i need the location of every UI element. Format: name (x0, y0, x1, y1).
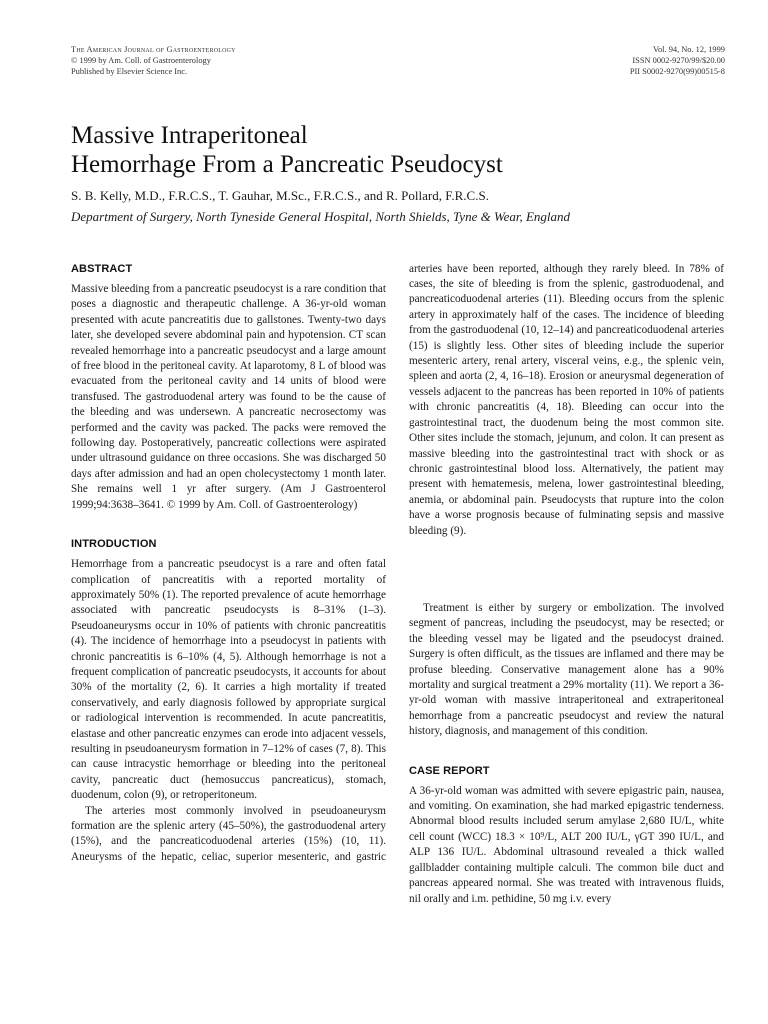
volume-line: Vol. 94, No. 12, 1999 (653, 45, 725, 54)
case-report-heading: CASE REPORT (409, 764, 490, 777)
publisher-line: Published by Elsevier Science Inc. (71, 67, 188, 76)
introduction-paragraph-1: Hemorrhage from a pancreatic pseudocyst is a rare and often fatal complication of pancreatitis with a reported mortality of approximately 50% (1). The reported prevalence of acute hemorrhage associated with pancreatic pseudocysts is 8–31% (1–3). Pseudoaneurysms occur in 10% of patients with chronic pancreatitis (4). The incidence of hemorrhage into a pseudocyst in patients with chronic pancreatitis is 6–10% (4, 5). Although hemorrhage is not a frequent complication of pancreatic pseudocysts, it accounts for about 30% of the mortality (2, 6). It carries a high mortality if treated conservatively, and early diagnosis followed by appropriate surgical or radiological intervention is recommended. In acute pancreatitis, elastase and other pancreatic enzymes can erode into adjacent vessels, resulting in pseudoaneurysm formation in 7–12% of cases (7, 8). This can cause intracystic hemorrhage or bleeding into the peritoneal cavity, pancreatic duct (hemosuccus pancreaticus), stomach, duodenum, colon (9), or retroperitoneum. (71, 558, 386, 802)
introduction-paragraph-3: Treatment is either by surgery or embolization. The involved segment of pancreas, including the pseudocyst, may be resected; or the bleeding vessel may be ligated and the pseudocyst drained. Surgery is often difficult, as the tissues are inflamed and there may be profuse bleeding. Conservative management alone has a 90% mortality and surgical treatment a 29% mortality (11). We report a 36-yr-old woman with massive intraperitoneal and extraperitoneal hemorrhage from a pancreatic pseudocyst and review the natural history, diagnosis, and management of this condition. (409, 602, 724, 738)
copyright-line: © 1999 by Am. Coll. of Gastroenterology (71, 56, 211, 65)
left-column (71, 262, 386, 865)
pii-line: PII S0002-9270(99)00515-8 (629, 67, 725, 76)
affiliation: Department of Surgery, North Tyneside General Hospital, North Shields, Tyne & Wear, England (71, 209, 571, 224)
issn-line: ISSN 0002-9270/99/$20.00 (632, 56, 725, 65)
journal-name: The American Journal of Gastroenterology (71, 45, 236, 54)
author-list: S. B. Kelly, M.D., F.R.C.S., T. Gauhar, M.Sc., F.R.C.S., and R. Pollard, F.R.C.S. (71, 188, 489, 203)
title-line-2: Hemorrhage From a Pancreatic Pseudocyst (71, 151, 503, 178)
journal-header (71, 44, 236, 77)
introduction-paragraph-2-overflow: arteries have been reported, although they rarely bleed. In 78% of cases, the site of bleeding is from the splenic, gastroduodenal, and pancreaticoduodenal arteries (11). Bleeding occurs from the splenic artery in approximately half of the cases. The incidence of bleeding from the gastroduodenal (10, 12–14) and pancreaticoduodenal arteries (15) is slightly less. Other sites of bleeding include the superior mesenteric artery, renal artery, visceral veins, e.g., the splenic vein, spleen and aorta (2, 4, 16–18). Erosion or aneurysmal degeneration of vessels adjacent to the pancreas has been reported in 10% of patients with chronic pancreatitis (4, 18). Bleeding can occur into the gastrointestinal tract, the duodenum being the most common site. Other sites include the stomach, jejunum, and colon. It can present as massive bleeding into the gastrointestinal tract with shock or as chronic gastrointestinal blood loss. Alternatively, the patient may present with hematemesis, melena, lower gastrointestinal bleeding, anemia, or abdominal pain. Pseudocysts that rupture into the colon have a worse prognosis because of fulminating sepsis and massive bleeding (9). (409, 262, 724, 537)
introduction-heading: INTRODUCTION (71, 538, 157, 551)
abstract-heading: ABSTRACT (71, 263, 133, 275)
issue-info (630, 44, 725, 77)
introduction-paragraph-2-continued (409, 262, 724, 601)
title-line-1: Massive Intraperitoneal (71, 122, 308, 149)
abstract-text: Massive bleeding from a pancreatic pseudocyst is a rare condition that poses a diagnostic and therapeutic challenge. A 36-yr-old woman presented with acute pancreatitis due to gallstones. Twenty-two days later, she developed severe abdominal pain and hypotension. CT scan revealed hemorrhage into a pancreatic pseudocyst and a large amount of free blood in the peritoneal cavity. At laparotomy, 8 L of blood was evacuated from the peritoneal cavity and 14 units of blood were transfused. The gastroduodenal artery was found to be the cause of the bleeding and was undersewn. A pancreatic necrosectomy was performed and the cavity was packed. The packs were removed the following day. Postoperatively, pancreatic collections were aspirated under ultrasound guidance on three occasions. She was discharged 50 days after admission and had an open cholecystectomy 1 month later. She remains well 1 yr after surgery. (Am J Gastroenterol 1999;94:3638–3641. © 1999 by Am. Coll. of Gastroenterology) (71, 283, 387, 511)
article-title (71, 121, 711, 179)
right-column (409, 262, 724, 907)
introduction-paragraph-2-start: The arteries most commonly involved in pseudoaneurysm formation are the splenic artery (45–50%), the gastroduodenal artery (15%), and the pancreaticoduodenal arteries (15%) (10, 11). Aneurysms of the hepatic, celiac, superior mesenteric, and gastric (71, 804, 386, 863)
case-report-paragraph-1: A 36-yr-old woman was admitted with severe epigastric pain, nausea, and vomiting. On examination, she had marked epigastric tenderness. Abnormal blood results included serum amylase 2,680 IU/L, white cell count (WCC) 18.3 × 10⁹/L, ALT 200 IU/L, γGT 390 IU/L, and ALP 136 IU/L. Abdominal ultrasound revealed a thick walled gallbladder containing multiple calculi. The common bile duct and pancreas appeared normal. She was treated with intravenous fluids, nil orally and i.m. pethidine, 50 mg i.v. every (409, 784, 724, 905)
